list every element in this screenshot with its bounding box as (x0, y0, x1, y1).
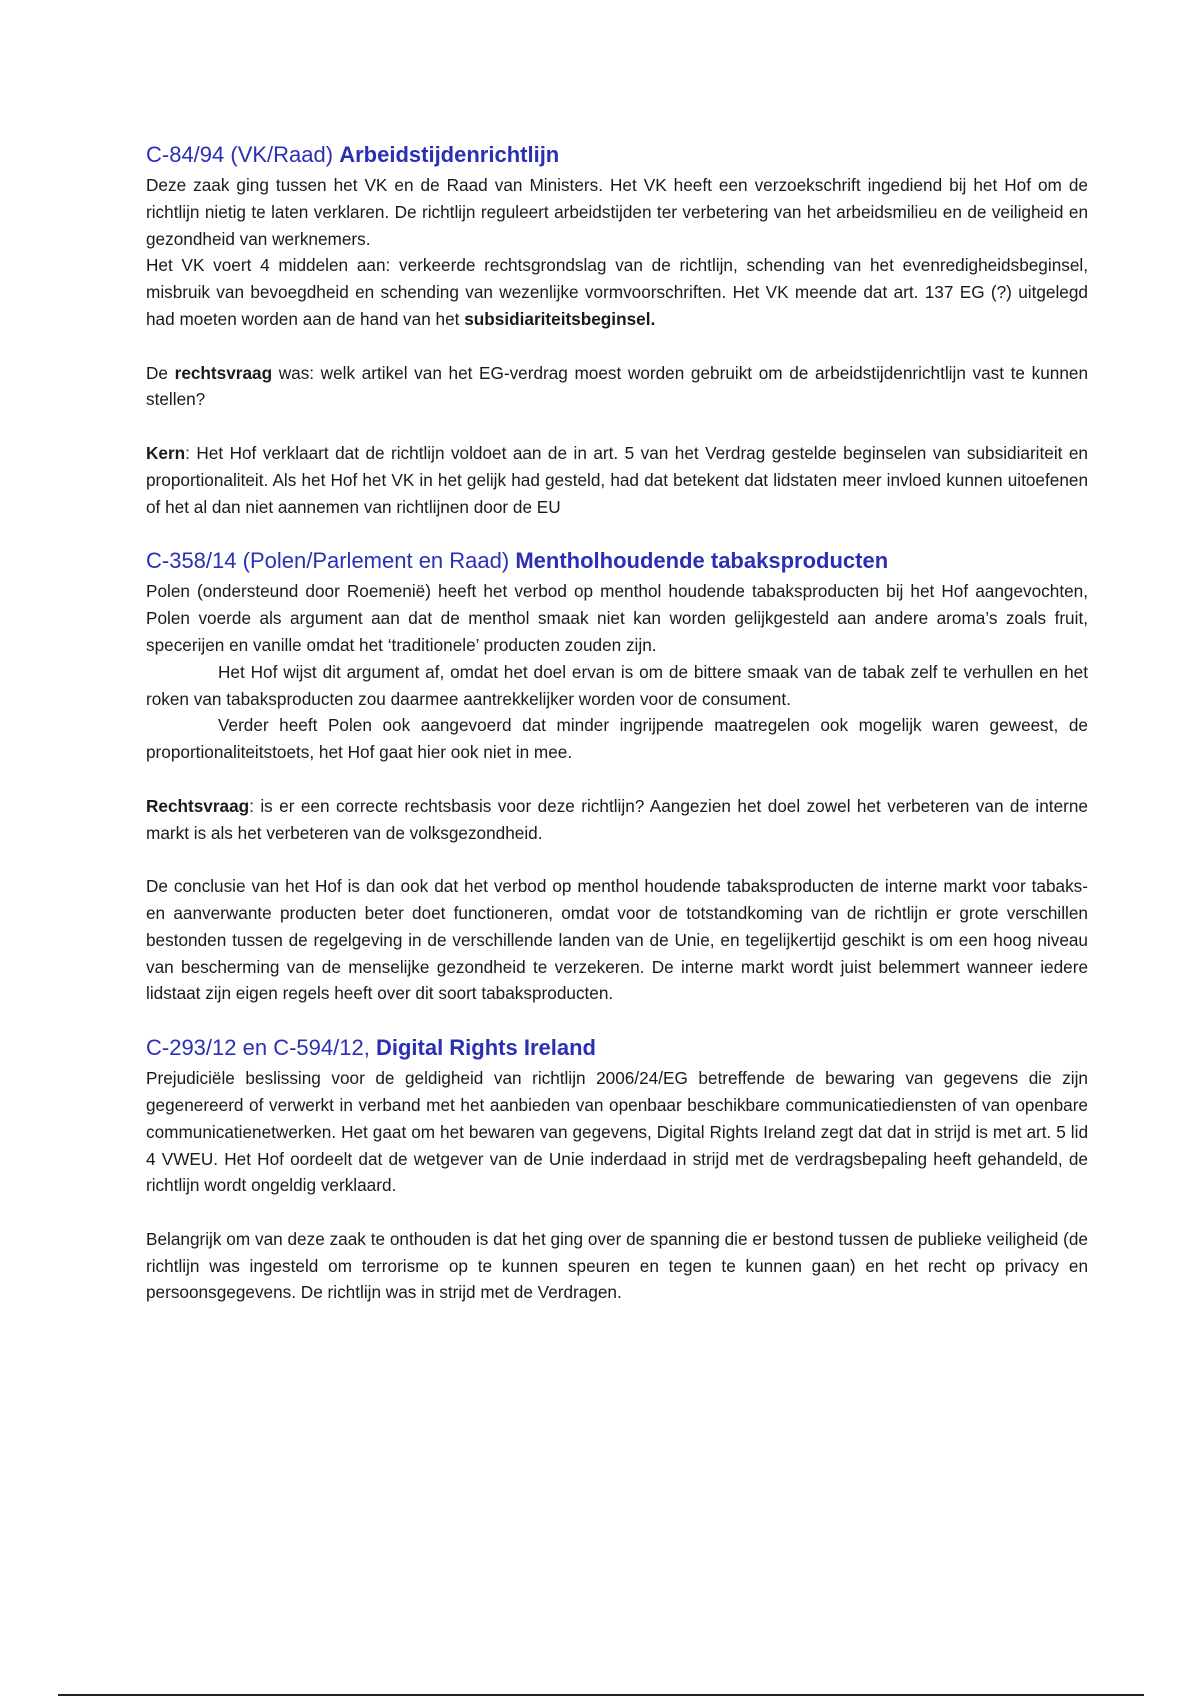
paragraph: Polen (ondersteund door Roemenië) heeft het verbod op menthol houdende tabaksproducten bij het Hof aangevochten, Polen voerde als argument aan dat de menthol smaak niet kan worden gelijkgesteld aan andere aroma’s zoals fruit, specerijen en vanille omdat het ‘traditionele’ producten zouden zijn. (146, 581, 1088, 655)
bold-term: rechtsvraag (174, 362, 273, 383)
paragraph: Belangrijk om van deze zaak te onthouden is dat het ging over de spanning die er bestond tussen de publieke veiligheid (de richtlijn was ingesteld om terrorisme op te kunnen speuren en tegen te kunnen gaan) en het recht op privacy en persoonsgegevens. De richtlijn was in strijd met de Verdragen. (146, 1228, 1088, 1303)
paragraph: Deze zaak ging tussen het VK en de Raad van Ministers. Het VK heeft een verzoekschrift ingediend bij het Hof om de richtlijn nietig te laten verklaren. De richtlijn reguleert arbeidstijden ter verbetering van het arbeidsmilieu en de veiligheid en gezondheid van werknemers. (146, 175, 1088, 249)
case-section-arbeidstijden (146, 138, 1088, 520)
paragraph (146, 440, 1088, 520)
paragraph-text: De (146, 362, 168, 383)
case-number: C-84/94 (VK/Raad) (146, 142, 334, 167)
case-title: Mentholhoudende tabaksproducten (515, 548, 889, 574)
case-number: C-293/12 en C-594/12, (146, 1035, 370, 1061)
paragraph (146, 793, 1088, 847)
paragraph: Prejudiciële beslissing voor de geldigheid van richtlijn 2006/24/EG betreffende de bewaring van gegevens die zijn gegenereerd of verwerkt in verband met het aanbieden van openbaar beschikbare communicatiediensten of van openbare communicatienetwerken. Het gaat om het bewaren van gegevens, Digital Rights Ireland zegt dat dat in strijd is met art. 5 lid 4 VWEU. Het Hof oordeelt dat de wetgever van de Unie inderdaad in strijd met de verdragsbepaling heeft gehandeld, de richtlijn wordt ongeldig verklaard. (146, 1068, 1088, 1196)
footer-rule (58, 1694, 1144, 1696)
paragraph: Het Hof wijst dit argument af, omdat het doel ervan is om de bittere smaak van de tabak zelf te verhullen en het roken van tabaksproducten zou daarmee aantrekkelijker worden voor de consument. (146, 661, 1088, 709)
case-section-menthol (146, 544, 1088, 1007)
case-section-digital-rights (146, 1031, 1088, 1306)
case-heading (146, 544, 1088, 578)
paragraph-text: Het VK voert 4 middelen aan: verkeerde rechtsgrondslag van de richtlijn, schending van het evenredigheidsbeginsel, misbruik van bevoegdheid en schending van wezenlijke vormvoorschriften. Het VK meende dat art. 137 EG (?) uitgelegd had moeten worden aan de hand van het (146, 255, 1088, 329)
bold-term: Kern (146, 442, 186, 463)
case-heading (146, 1031, 1088, 1065)
paragraph-text: was: welk artikel van het EG-verdrag moest worden gebruikt om de arbeidstijdenrichtlijn vast te kunnen stellen? (146, 362, 1089, 410)
case-heading (146, 138, 1088, 172)
case-title: Arbeidstijdenrichtlijn (339, 142, 560, 167)
paragraph (146, 360, 1088, 414)
paragraph (146, 252, 1088, 332)
paragraph-text: : Het Hof verklaart dat de richtlijn voldoet aan de in art. 5 van het Verdrag gestelde beginselen van subsidiariteit en proportionaliteit. Als het Hof het VK in het gelijk had gesteld, had dat betekent dat lidstaten meer invloed kunnen uitoefenen of het al dan niet aannemen van richtlijnen door de EU (146, 442, 1088, 517)
bold-term: Rechtsvraag (146, 795, 250, 816)
case-number: C-358/14 (Polen/Parlement en Raad) (146, 548, 510, 574)
bold-term: subsidiariteitsbeginsel. (464, 308, 656, 329)
paragraph: Verder heeft Polen ook aangevoerd dat minder ingrijpende maatregelen ook mogelijk waren geweest, de proportionaliteitstoets, het Hof gaat hier ook niet in mee. (146, 715, 1088, 763)
document-page (146, 138, 1088, 1306)
paragraph: De conclusie van het Hof is dan ook dat het verbod op menthol houdende tabaksproducten de interne markt voor tabaks- en aanverwante producten beter doet functioneren, omdat voor de totstandkoming van de richtlijn er grote verschillen bestonden tussen de regelgeving in de verschillende landen van de Unie, en tegelijkertijd geschikt is om een hoog niveau van bescherming van de menselijke gezondheid te verzekeren. De interne markt wordt juist belemmert wanneer iedere lidstaat zijn eigen regels heeft over dit soort tabaksproducten. (146, 876, 1088, 1004)
case-title: Digital Rights Ireland (375, 1035, 596, 1061)
paragraph-text: : is er een correcte rechtsbasis voor deze richtlijn? Aangezien het doel zowel het verbeteren van de interne markt is als het verbeteren van de volksgezondheid. (146, 795, 1088, 843)
